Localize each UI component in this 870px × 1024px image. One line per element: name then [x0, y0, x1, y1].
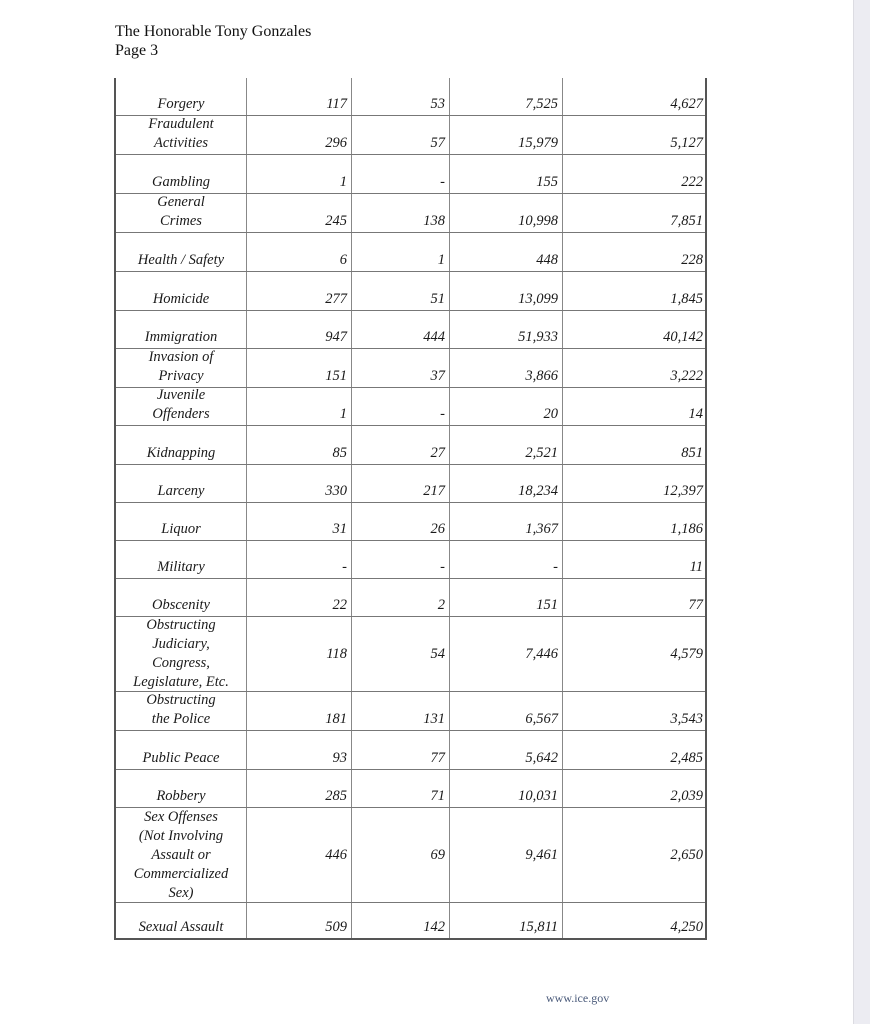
label-line: Public Peace: [142, 750, 220, 766]
value-cell-col-3: 6,567: [449, 692, 562, 730]
offense-category-label: [116, 503, 246, 540]
value-cell-col-2: 54: [351, 617, 449, 691]
table-row: [116, 692, 705, 731]
table-row: [116, 349, 705, 388]
table-row: [116, 388, 705, 426]
table-row: [116, 503, 705, 541]
page-number: Page 3: [115, 42, 159, 59]
value-cell-col-3: 9,461: [449, 808, 562, 902]
value-cell-col-3: 15,979: [449, 116, 562, 154]
label-line: Sex): [168, 884, 194, 901]
label-line: Forgery: [157, 96, 205, 112]
value-cell-col-2: 71: [351, 770, 449, 807]
value-cell-col-2: 77: [351, 731, 449, 769]
value-cell-col-1: 1: [246, 388, 351, 425]
label-line: Fraudulent: [148, 116, 214, 132]
value-cell-col-3: -: [449, 541, 562, 578]
value-cell-col-1: 296: [246, 116, 351, 154]
label-line: Activities: [154, 135, 208, 151]
value-cell-col-1: 947: [246, 311, 351, 348]
value-cell-col-4: 1,186: [562, 503, 707, 540]
label-line: Juvenile: [156, 387, 206, 403]
value-cell-col-3: 10,031: [449, 770, 562, 807]
value-cell-col-3: 155: [449, 155, 562, 193]
offense-category-label: [116, 903, 246, 938]
offense-category-label: [116, 770, 246, 807]
value-cell-col-3: 20: [449, 388, 562, 425]
table-row: [116, 311, 705, 349]
value-cell-col-1: 117: [246, 78, 351, 115]
table-row: [116, 731, 705, 770]
value-cell-col-4: 14: [562, 388, 707, 425]
label-line: Obstructing: [146, 617, 216, 633]
offense-category-label: [116, 541, 246, 578]
label-line: Sex Offenses: [144, 808, 218, 825]
offense-category-label: [116, 579, 246, 616]
label-line: Obscenity: [152, 597, 210, 613]
table-row: [116, 541, 705, 579]
value-cell-col-3: 151: [449, 579, 562, 616]
offense-category-label: [116, 388, 246, 425]
table-row: [116, 465, 705, 503]
label-line: Health / Safety: [137, 252, 225, 268]
offense-category-label: [116, 194, 246, 232]
label-line: Robbery: [156, 788, 206, 804]
value-cell-col-1: 151: [246, 349, 351, 387]
value-cell-col-3: 13,099: [449, 272, 562, 310]
letter-header: [115, 22, 311, 60]
label-line: Homicide: [152, 291, 210, 307]
value-cell-col-3: 18,234: [449, 465, 562, 502]
label-line: Congress,: [152, 655, 210, 671]
value-cell-col-2: 2: [351, 579, 449, 616]
value-cell-col-2: 53: [351, 78, 449, 115]
value-cell-col-2: 69: [351, 808, 449, 902]
table-row: [116, 116, 705, 155]
offense-category-label: [116, 233, 246, 271]
offense-category-label: [116, 465, 246, 502]
offense-category-label: [116, 116, 246, 154]
value-cell-col-4: 2,039: [562, 770, 707, 807]
label-line: Invasion of: [148, 349, 214, 365]
value-cell-col-2: -: [351, 388, 449, 425]
table-row: [116, 617, 705, 692]
table-row: [116, 233, 705, 272]
value-cell-col-4: 222: [562, 155, 707, 193]
table-row: [116, 78, 705, 116]
value-cell-col-1: 1: [246, 155, 351, 193]
value-cell-col-3: 1,367: [449, 503, 562, 540]
offense-category-label: [116, 731, 246, 769]
value-cell-col-4: 12,397: [562, 465, 707, 502]
table-row: [116, 808, 705, 903]
viewer-scrollbar-track[interactable]: [853, 0, 870, 1024]
value-cell-col-2: 1: [351, 233, 449, 271]
offense-category-label: [116, 155, 246, 193]
value-cell-col-4: 40,142: [562, 311, 707, 348]
value-cell-col-4: 5,127: [562, 116, 707, 154]
value-cell-col-4: 4,627: [562, 78, 707, 115]
label-line: Offenders: [152, 406, 210, 422]
value-cell-col-4: 4,579: [562, 617, 707, 691]
value-cell-col-3: 3,866: [449, 349, 562, 387]
offense-category-label: [116, 349, 246, 387]
offense-category-label: [116, 78, 246, 115]
offense-category-label: [116, 808, 246, 902]
label-line: Immigration: [144, 329, 218, 345]
label-line: Liquor: [161, 521, 201, 537]
value-cell-col-2: 51: [351, 272, 449, 310]
value-cell-col-3: 15,811: [449, 903, 562, 938]
table-row: [116, 770, 705, 808]
value-cell-col-4: 228: [562, 233, 707, 271]
value-cell-col-4: 4,250: [562, 903, 707, 938]
label-line: Commercialized: [133, 865, 229, 882]
table-row: [116, 272, 705, 311]
value-cell-col-3: 51,933: [449, 311, 562, 348]
value-cell-col-2: 27: [351, 426, 449, 464]
value-cell-col-1: 277: [246, 272, 351, 310]
label-line: Obstructing: [146, 692, 216, 708]
value-cell-col-1: 6: [246, 233, 351, 271]
label-line: (Not Involving: [138, 827, 224, 844]
value-cell-col-1: 118: [246, 617, 351, 691]
label-line: Gambling: [152, 174, 210, 190]
value-cell-col-1: 330: [246, 465, 351, 502]
value-cell-col-2: 57: [351, 116, 449, 154]
value-cell-col-3: 10,998: [449, 194, 562, 232]
value-cell-col-3: 7,525: [449, 78, 562, 115]
value-cell-col-1: 181: [246, 692, 351, 730]
value-cell-col-2: 217: [351, 465, 449, 502]
value-cell-col-4: 1,845: [562, 272, 707, 310]
table-row: [116, 155, 705, 194]
value-cell-col-2: 138: [351, 194, 449, 232]
value-cell-col-4: 3,543: [562, 692, 707, 730]
value-cell-col-3: 448: [449, 233, 562, 271]
label-line: Legislature, Etc.: [133, 674, 229, 690]
value-cell-col-4: 3,222: [562, 349, 707, 387]
value-cell-col-4: 11: [562, 541, 707, 578]
label-line: Judiciary,: [152, 636, 210, 652]
value-cell-col-2: 26: [351, 503, 449, 540]
value-cell-col-1: 446: [246, 808, 351, 902]
value-cell-col-3: 5,642: [449, 731, 562, 769]
table-row: [116, 903, 705, 940]
label-line: Privacy: [158, 368, 204, 384]
label-line: General: [157, 194, 205, 210]
value-cell-col-4: 851: [562, 426, 707, 464]
value-cell-col-1: 245: [246, 194, 351, 232]
label-line: the Police: [151, 711, 211, 727]
offense-category-label: [116, 692, 246, 730]
value-cell-col-1: 93: [246, 731, 351, 769]
value-cell-col-1: 22: [246, 579, 351, 616]
recipient-name: The Honorable Tony Gonzales: [115, 23, 312, 40]
value-cell-col-2: 37: [351, 349, 449, 387]
value-cell-col-4: 7,851: [562, 194, 707, 232]
label-line: Sexual Assault: [138, 919, 224, 935]
value-cell-col-3: 7,446: [449, 617, 562, 691]
value-cell-col-1: 285: [246, 770, 351, 807]
offense-category-label: [116, 272, 246, 310]
label-line: Military: [157, 559, 205, 575]
offense-category-label: [116, 617, 246, 691]
offense-category-label: [116, 426, 246, 464]
label-line: Crimes: [160, 213, 202, 229]
value-cell-col-2: -: [351, 155, 449, 193]
table-row: [116, 579, 705, 617]
value-cell-col-1: 31: [246, 503, 351, 540]
value-cell-col-1: 509: [246, 903, 351, 938]
footer-url[interactable]: www.ice.gov: [546, 991, 610, 1005]
value-cell-col-2: 131: [351, 692, 449, 730]
value-cell-col-3: 2,521: [449, 426, 562, 464]
value-cell-col-1: -: [246, 541, 351, 578]
offense-statistics-table: [114, 78, 707, 940]
value-cell-col-2: -: [351, 541, 449, 578]
value-cell-col-4: 77: [562, 579, 707, 616]
value-cell-col-1: 85: [246, 426, 351, 464]
value-cell-col-2: 142: [351, 903, 449, 938]
value-cell-col-4: 2,485: [562, 731, 707, 769]
value-cell-col-2: 444: [351, 311, 449, 348]
table-row: [116, 194, 705, 233]
label-line: Kidnapping: [146, 445, 216, 461]
label-line: Assault or: [151, 846, 211, 863]
offense-category-label: [116, 311, 246, 348]
label-line: Larceny: [157, 483, 205, 499]
table-row: [116, 426, 705, 465]
value-cell-col-4: 2,650: [562, 808, 707, 902]
